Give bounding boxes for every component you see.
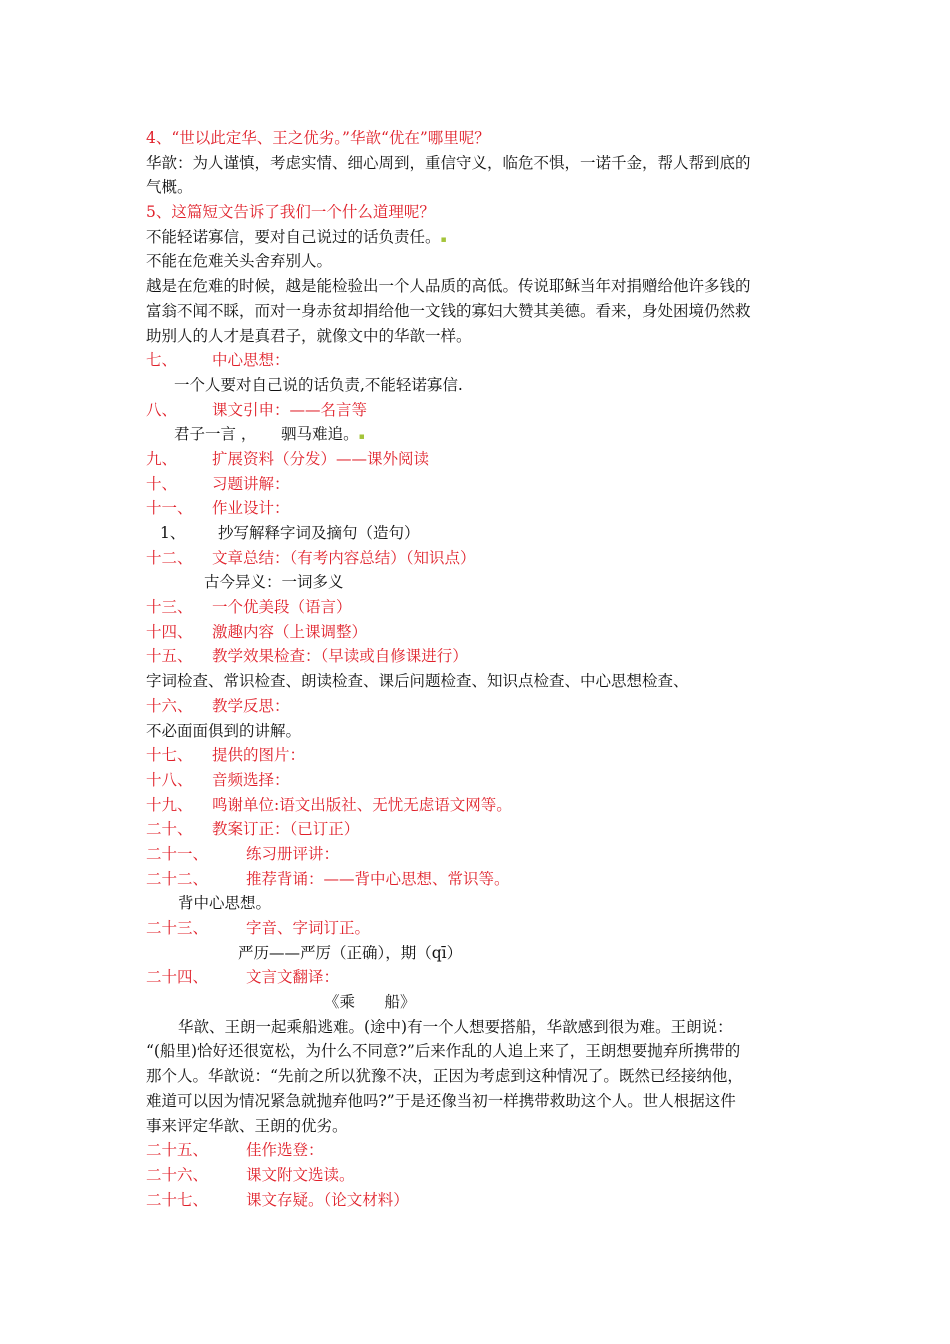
question-4: 4、“世以此定华、王之优劣。”华歆“优在”哪里呢？: [146, 129, 490, 147]
section-16: 十六、 教学反思：: [146, 696, 290, 715]
section-25: 二十五、 佳作选登：: [146, 1141, 324, 1160]
question-5: 5、这篇短文告诉了我们一个什么道理呢？: [146, 203, 435, 222]
section-12: 十二、 文章总结：（有考内容总结）（知识点）: [146, 548, 476, 567]
section-23-body: 严历——严厉（正确），期（qī）: [238, 943, 463, 962]
section-11-item-1: 1、 抄写解释字词及摘句（造句）: [160, 524, 420, 542]
section-13: 十三、 一个优美段（语言）: [146, 598, 352, 617]
section-8: 八、 课文引申：——名言等: [146, 400, 368, 419]
section-15: 十五、 教学效果检查：（早读或自修课进行）: [146, 647, 468, 666]
translation-line-4: 难道可以因为情况紧急就抛弃他吗?”于是还像当初一样携带救助这个人。世人根据这件: [146, 1091, 736, 1110]
section-23: 二十三、 字音、字词订正。: [146, 919, 371, 937]
section-11: 十一、 作业设计：: [146, 499, 290, 518]
section-7-body: 一个人要对自己说的话负责,不能轻诺寡信.: [174, 375, 463, 394]
answer-4-line-1: 华歆：为人谨慎，考虑实情、细心周到，重信守义，临危不惧，一诺千金，帮人帮到底的: [146, 153, 751, 172]
translation-line-3: 那个人。华歆说：“先前之所以犹豫不决，正因为考虑到这种情况了。既然已经接纳他，: [146, 1067, 743, 1086]
document-body: [146, 126, 818, 1212]
answer-5-line-4: 富翁不闻不睬，而对一身赤贫却捐给他一文钱的寡妇大赞其美德。看来，身处困境仍然救: [146, 301, 751, 320]
section-24: 二十四、 文言文翻译：: [146, 968, 340, 987]
translation-line-1: 华歆、王朗一起乘船逃难。(途中)有一个人想要搭船，华歆感到很为难。王朗说：: [178, 1017, 733, 1036]
section-18: 十八、 音频选择：: [146, 770, 290, 789]
section-8-body: 君子一言 ， 驷马难追。▪: [174, 425, 365, 444]
section-21: 二十一、 练习册评讲：: [146, 844, 340, 863]
section-16-body: 不必面面俱到的讲解。: [146, 721, 302, 740]
bullet-mark-icon: ▪: [440, 234, 447, 245]
answer-5-line-3: 越是在危难的时候，越是能检验出一个人品质的高低。传说耶稣当年对捐赠给他许多钱的: [146, 277, 751, 296]
section-10: 十、 习题讲解：: [146, 474, 290, 493]
section-14: 十四、 激趣内容（上课调整）: [146, 622, 368, 641]
section-22: 二十二、 推荐背诵：——背中心思想、常识等。: [146, 869, 510, 888]
section-7: 七、 中心思想：: [146, 351, 290, 370]
answer-5-line-1: 不能轻诺寡信，要对自己说过的话负责任。▪: [146, 227, 447, 246]
translation-line-5: 事来评定华歆、王朗的优劣。: [146, 1116, 348, 1135]
section-17: 十七、 提供的图片：: [146, 746, 306, 765]
translation-line-2: “(船里)恰好还很宽松，为什么不同意?”后来作乱的人追上来了，王朗想要抛弃所携带的: [146, 1042, 741, 1061]
section-12-body: 古今异义：一词多义: [204, 573, 344, 592]
bullet-mark-icon: ▪: [358, 432, 365, 443]
section-26: 二十六、 课文附文选读。: [146, 1165, 355, 1184]
section-19: 十九、 鸣谢单位:语文出版社、无忧无虑语文网等。: [146, 795, 512, 814]
section-9: 九、 扩展资料（分发）——课外阅读: [146, 449, 430, 468]
section-20: 二十、 教案订正：（已订正）: [146, 820, 360, 839]
answer-4-line-2: 气概。: [146, 178, 193, 197]
section-22-body: 背中心思想。: [178, 894, 272, 913]
section-27: 二十七、 课文存疑。（论文材料）: [146, 1190, 409, 1209]
translation-title: 《乘 船》: [324, 993, 416, 1012]
answer-5-line-2: 不能在危难关头舍弃别人。: [146, 252, 333, 271]
answer-5-line-5: 助别人的人才是真君子，就像文中的华歆一样。: [146, 326, 472, 345]
section-15-body: 字词检查、常识检查、朗读检查、课后问题检查、知识点检查、中心思想检查、: [146, 672, 689, 691]
